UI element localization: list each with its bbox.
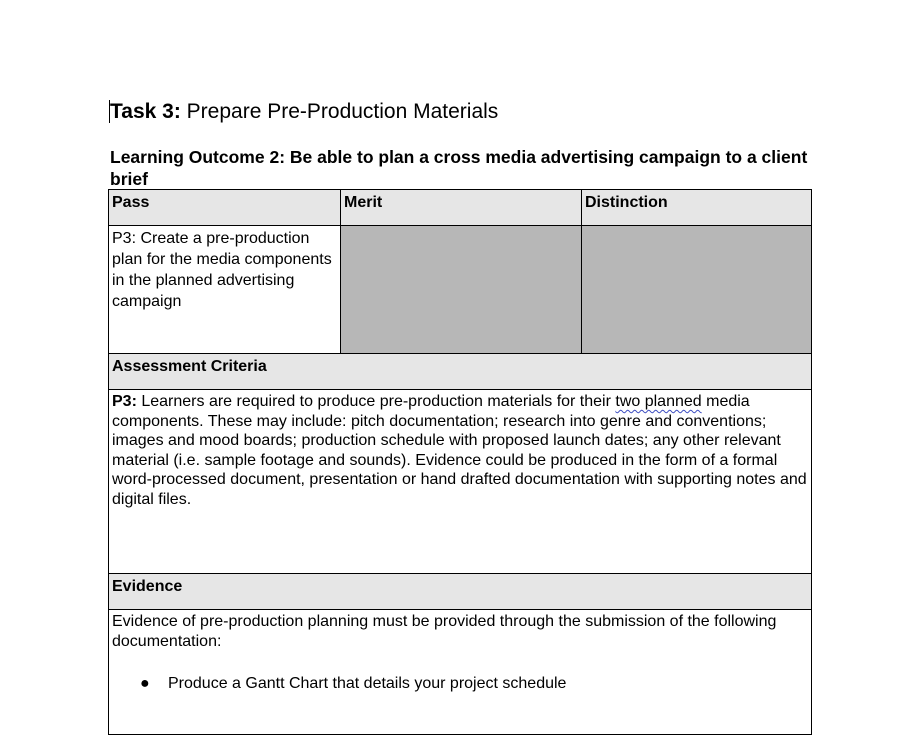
evidence-intro: Evidence of pre-production planning must be provided through the submission of the following documentation: (112, 613, 777, 650)
grade-criteria-row (109, 226, 812, 354)
grade-header-row (109, 190, 812, 226)
assessment-criteria-row (109, 354, 812, 390)
task-title: Prepare Pre-Production Materials (186, 100, 499, 123)
p3-description-cell (109, 390, 812, 574)
merit-header: Merit (341, 190, 582, 226)
evidence-content-cell (109, 610, 812, 735)
distinction-header: Distinction (582, 190, 812, 226)
merit-criteria-cell (341, 226, 582, 354)
pass-header: Pass (109, 190, 341, 226)
distinction-criteria-cell (582, 226, 812, 354)
pass-criteria-cell: P3: Create a pre-production plan for the media components in the planned advertising campaign (109, 226, 341, 354)
p3-text-part2: media components. These may include: pitch documentation; research into genre and conventions; images and mood boards; production schedule with proposed launch dates; any other relevant material (i.e. sample footage and sounds). Evidence could be produced in the form of a formal word-processed document, presentation or hand drafted documentation with supporting notes and digital files. (112, 393, 807, 508)
assessment-criteria-heading: Assessment Criteria (109, 354, 812, 390)
learning-outcome-heading: Learning Outcome 2: Be able to plan a cross media advertising campaign to a client brief (110, 147, 808, 189)
p3-description-row (109, 390, 812, 574)
bullet-icon: ● (140, 675, 150, 693)
evidence-content-row (109, 610, 812, 735)
spelling-flagged-text[interactable]: two planned (615, 393, 702, 410)
task-label: Task 3: (110, 100, 181, 123)
evidence-item-text: Produce a Gantt Chart that details your project schedule (168, 675, 567, 693)
evidence-heading-row (109, 574, 812, 610)
task-heading (110, 99, 498, 125)
p3-text-part1: Learners are required to produce pre-production materials for their (136, 393, 616, 410)
list-item (112, 674, 808, 694)
p3-label: P3: (112, 393, 137, 410)
criteria-table (108, 189, 812, 735)
evidence-heading: Evidence (109, 574, 812, 610)
